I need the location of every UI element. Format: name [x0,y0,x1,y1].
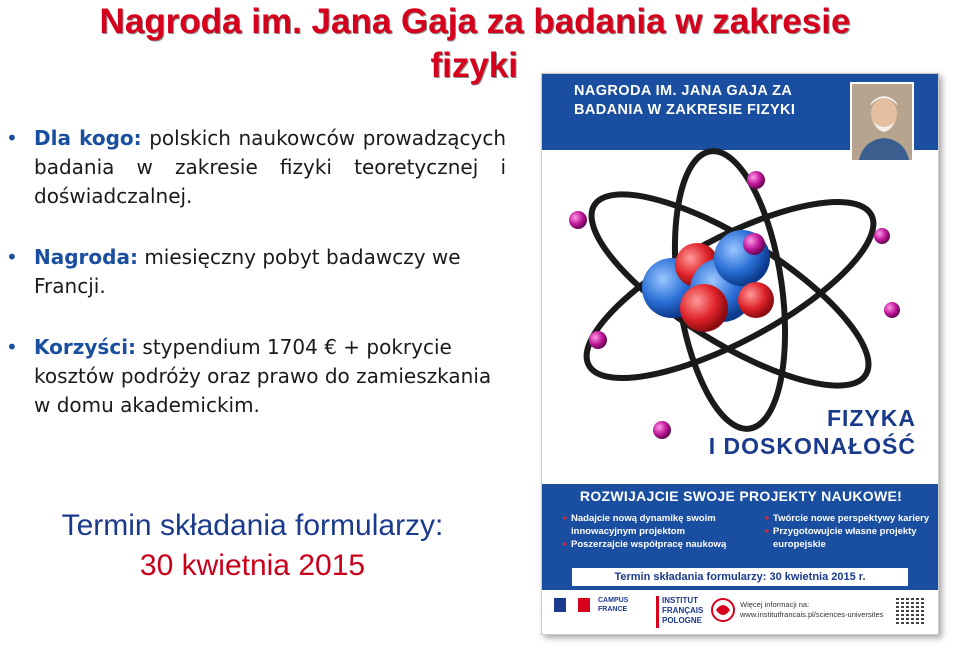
bullet-text: polskich naukowców prowadzących badania w zakresie fizyki teoretycznej i doświadczalnej. [34,126,506,208]
tagline-line2: I DOSKONAŁOŚĆ [708,433,916,459]
qr-code-icon [896,596,924,624]
more-info-link[interactable]: Więcej informacji na: www.institutfrancais.pl/sciences-universites [740,600,884,619]
republic-flag-logo [554,598,590,612]
partner-emblem-icon [710,596,738,628]
bullet-text: miesięczny pobyt badawczy we Francji. [34,245,461,298]
deadline-label: Termin składania formularzy: [61,509,444,542]
poster-header-text: NAGRODA IM. JANA GAJA ZA BADANIA W ZAKRESIE FIZYKI [574,83,796,118]
poster-tagline [709,404,916,460]
band-column-right [764,512,934,551]
title-line2: fizyki [430,46,518,85]
campus-france-logo: CAMPUS FRANCE [598,597,629,613]
bullet-key: Nagroda: [34,245,138,269]
bullet-text: stypendium 1704 € + pokrycie kosztów podróży oraz prawo do zamieszkania w domu akademickim. [34,335,492,417]
band-item: ► Twórcie nowe perspektywy kariery [764,512,934,525]
tagline-line1: FIZYKA [826,405,916,431]
band-item: ► Przygotowujcie własne projekty europejskie [764,525,934,551]
institut-sub: POLOGNE [662,616,703,625]
band-column-left [562,512,740,551]
deadline-block [0,506,505,586]
bullet-benefits [6,333,506,420]
institut-francais-logo [656,596,706,628]
bullet-list [6,124,506,420]
deadline-date: 30 kwietnia 2015 [139,549,366,582]
bullet-key: Dla kogo: [34,126,142,150]
bullet-recipient [6,124,506,211]
band-item: ► Nadajcie nową dynamikę swoim innowacyjnym projektom [562,512,740,538]
band-deadline: Termin składania formularzy: 30 kwietnia 2015 r. [572,568,908,586]
emblem-icon [710,596,736,624]
award-poster [541,73,939,635]
title-line1: Nagroda im. Jana Gaja za badania w zakresie [99,2,851,41]
band-item: ► Poszerzajcie współpracę naukową [562,538,740,551]
poster-benefits-band [542,484,939,590]
bullet-award [6,243,506,301]
bullet-key: Korzyści: [34,335,137,359]
band-title: ROZWIJAJCIE SWOJE PROJEKTY NAUKOWE! [579,488,903,504]
poster-logos [542,590,939,635]
institut-name: INSTITUT FRANÇAIS [662,596,704,615]
poster-header [542,74,939,150]
